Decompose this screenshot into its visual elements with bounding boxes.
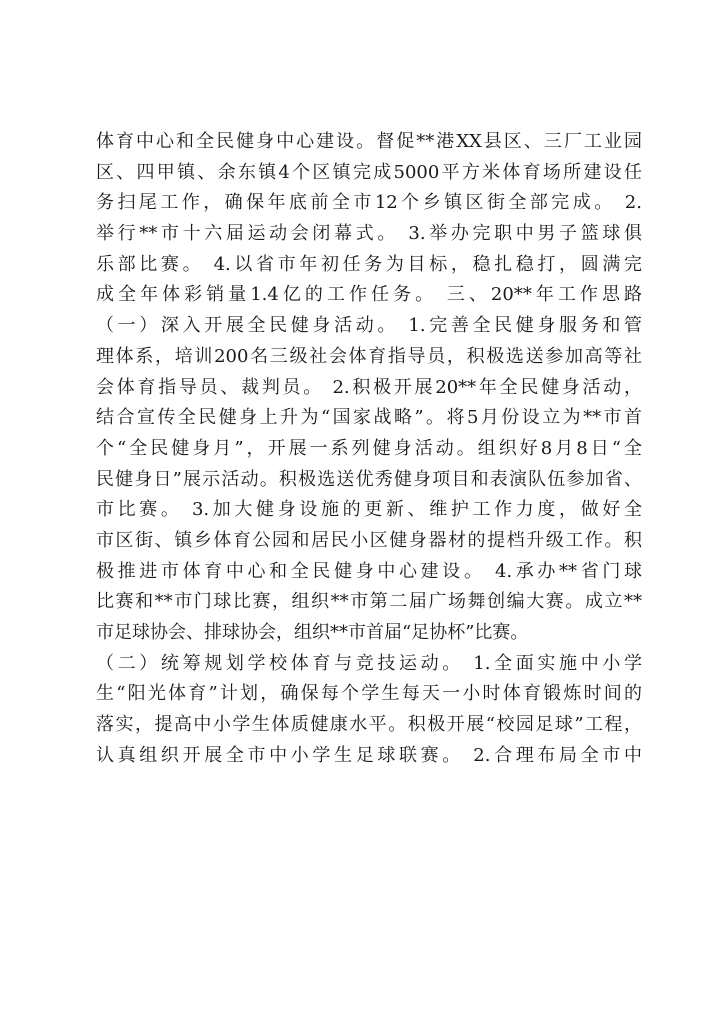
text-line: 会体育指导员、裁判员。 2.积极开展20**年全民健身活动，: [96, 376, 642, 398]
text-line: 理体系，培训200名三级社会体育指导员，积极选送参加高等社: [96, 345, 642, 367]
text-line: （一）深入开展全民健身活动。 1.完善全民健身服务和管: [96, 315, 642, 337]
text-line: 民健身日”展示活动。积极选送优秀健身项目和表演队伍参加省、: [96, 468, 642, 490]
text-line: 比赛和**市门球比赛，组织**市第二届广场舞创编大赛。成立**: [96, 591, 642, 613]
text-line: 市区街、镇乡体育公园和居民小区健身器材的提档升级工作。积: [96, 529, 642, 551]
text-line: 务扫尾工作，确保年底前全市12个乡镇区街全部完成。 2.: [96, 192, 642, 214]
text-line: （二）统筹规划学校体育与竞技运动。 1.全面实施中小学: [96, 652, 642, 674]
text-line: 举行**市十六届运动会闭幕式。 3.举办完职中男子篮球俱: [96, 223, 642, 245]
text-line: 体育中心和全民健身中心建设。督促**港XX县区、三厂工业园: [96, 131, 642, 152]
text-line: 市足球协会、排球协会，组织**市首届“足协杯”比赛。: [96, 622, 529, 643]
text-line: 落实，提高中小学生体质健康水平。积极开展“校园足球”工程，: [96, 714, 642, 736]
text-line: 成全年体彩销量1.4亿的工作任务。 三、20**年工作思路: [96, 284, 642, 306]
text-line: 生“阳光体育”计划，确保每个学生每天一小时体育锻炼时间的: [96, 683, 642, 705]
body-text: [96, 127, 642, 771]
text-line: 认真组织开展全市中小学生足球联赛。 2.合理布局全市中: [96, 744, 642, 766]
text-line: 乐部比赛。 4.以省市年初任务为目标，稳扎稳打，圆满完: [96, 253, 642, 275]
text-line: 个“全民健身月”，开展一系列健身活动。组织好8月8日“全: [96, 437, 642, 459]
text-line: 结合宣传全民健身上升为“国家战略”。将5月份设立为**市首: [96, 407, 642, 429]
text-line: 极推进市体育中心和全民健身中心建设。 4.承办**省门球: [96, 560, 642, 582]
text-line: 市比赛。 3.加大健身设施的更新、维护工作力度，做好全: [96, 499, 642, 521]
text-line: 区、四甲镇、余东镇4个区镇完成5000平方米体育场所建设任: [96, 161, 642, 183]
